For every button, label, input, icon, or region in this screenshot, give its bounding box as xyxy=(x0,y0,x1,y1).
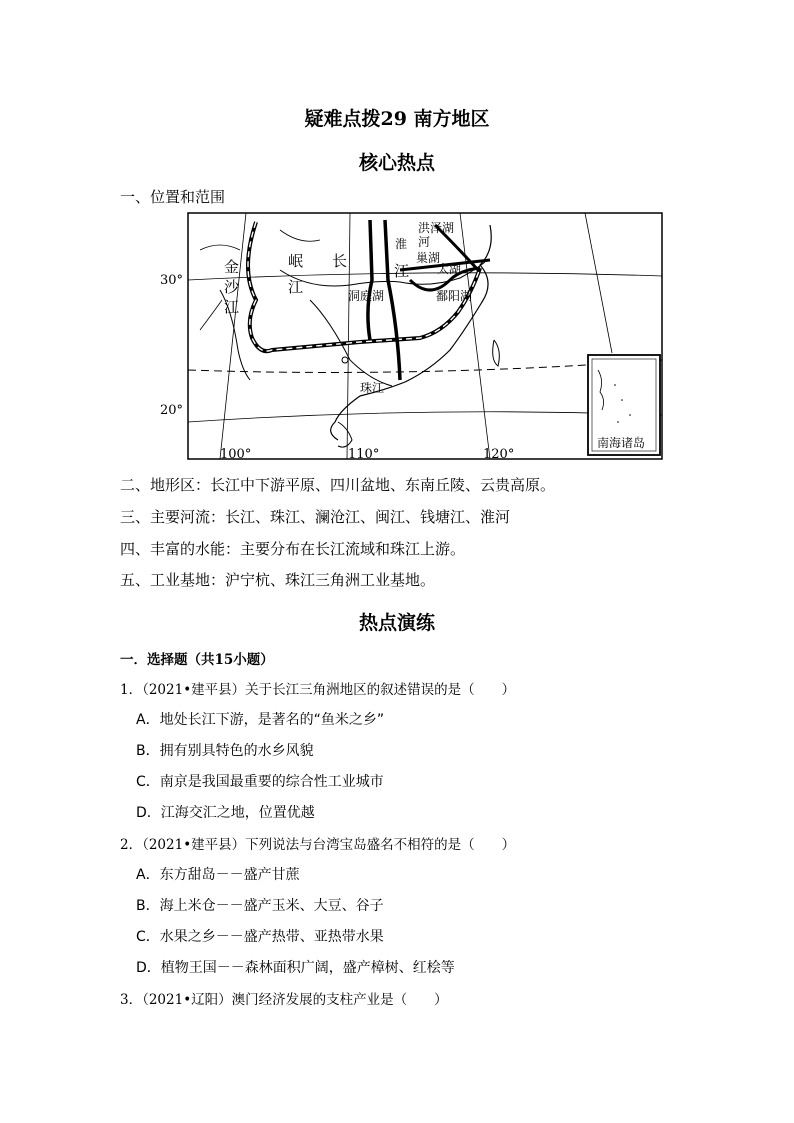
label-jiang2: 江 xyxy=(288,278,304,296)
label-min: 岷 xyxy=(288,252,304,270)
label-he: 河 xyxy=(418,235,431,249)
question-section-title: 一．选择题（共15小题） xyxy=(120,652,274,668)
label-jiang3: 江 xyxy=(394,262,410,280)
question-2-option-c: C．水果之乡－－盛产热带、亚热带水果 xyxy=(136,929,384,945)
label-poyang: 鄱阳湖 xyxy=(436,289,473,303)
label-sha: 沙 xyxy=(224,278,240,296)
section-heading-core: 核心热点 xyxy=(358,152,435,174)
question-2-option-a: A．东方甜岛－－盛产甘蔗 xyxy=(136,867,300,883)
label-chaohu: 巢湖 xyxy=(416,251,441,265)
label-chang: 长 xyxy=(332,252,348,270)
question-1-stem: 1．（2021•建平县）关于长江三角洲地区的叙述错误的是（ ） xyxy=(120,682,516,698)
point-4: 四、丰富的水能：主要分布在长江流域和珠江上游。 xyxy=(120,540,466,558)
point-1: 一、位置和范围 xyxy=(120,188,226,206)
south-china-map xyxy=(160,210,665,462)
label-jin: 金 xyxy=(224,258,240,276)
label-jiang1: 江 xyxy=(224,298,240,316)
label-inset: 南海诸岛 xyxy=(597,436,646,450)
lat-20-label: 20° xyxy=(160,403,184,418)
question-1-option-c: C．南京是我国最重要的综合性工业城市 xyxy=(136,774,384,790)
label-zhujiang: 珠江 xyxy=(360,381,385,395)
section-heading-practice: 热点演练 xyxy=(358,612,435,634)
question-1-option-a: A．地处长江下游，是著名的“鱼米之乡” xyxy=(136,712,385,728)
question-2-option-b: B．海上米仓－－盛产玉米、大豆、谷子 xyxy=(136,898,384,914)
label-huai: 淮 xyxy=(395,237,408,251)
question-2-stem: 2．（2021•建平县）下列说法与台湾宝岛盛名不相符的是（ ） xyxy=(120,837,516,853)
point-3: 三、主要河流：长江、珠江、澜沧江、闽江、钱塘江、淮河 xyxy=(120,508,511,526)
question-2-option-d: D．植物王国－－森林面积广阔，盛产樟树、红桧等 xyxy=(136,960,455,976)
question-1-option-d: D．江海交汇之地，位置优越 xyxy=(136,805,315,821)
label-hongze: 洪泽湖 xyxy=(418,221,455,235)
question-3-stem: 3．（2021•辽阳）澳门经济发展的支柱产业是（ ） xyxy=(120,992,448,1008)
label-dongting: 洞庭湖 xyxy=(348,289,385,303)
lon-100-label: 100° xyxy=(220,447,252,462)
page-title: 疑难点拨29 南方地区 xyxy=(304,108,490,130)
lon-120-label: 120° xyxy=(483,447,515,462)
point-5: 五、工业基地：沪宁杭、珠江三角洲工业基地。 xyxy=(120,571,436,589)
point-2: 二、地形区：长江中下游平原、四川盆地、东南丘陵、云贵高原。 xyxy=(120,476,556,494)
lat-30-label: 30° xyxy=(160,273,184,288)
label-taihu: 太湖 xyxy=(437,262,462,276)
lon-110-label: 110° xyxy=(348,447,380,462)
question-1-option-b: B．拥有别具特色的水乡风貌 xyxy=(136,743,314,759)
